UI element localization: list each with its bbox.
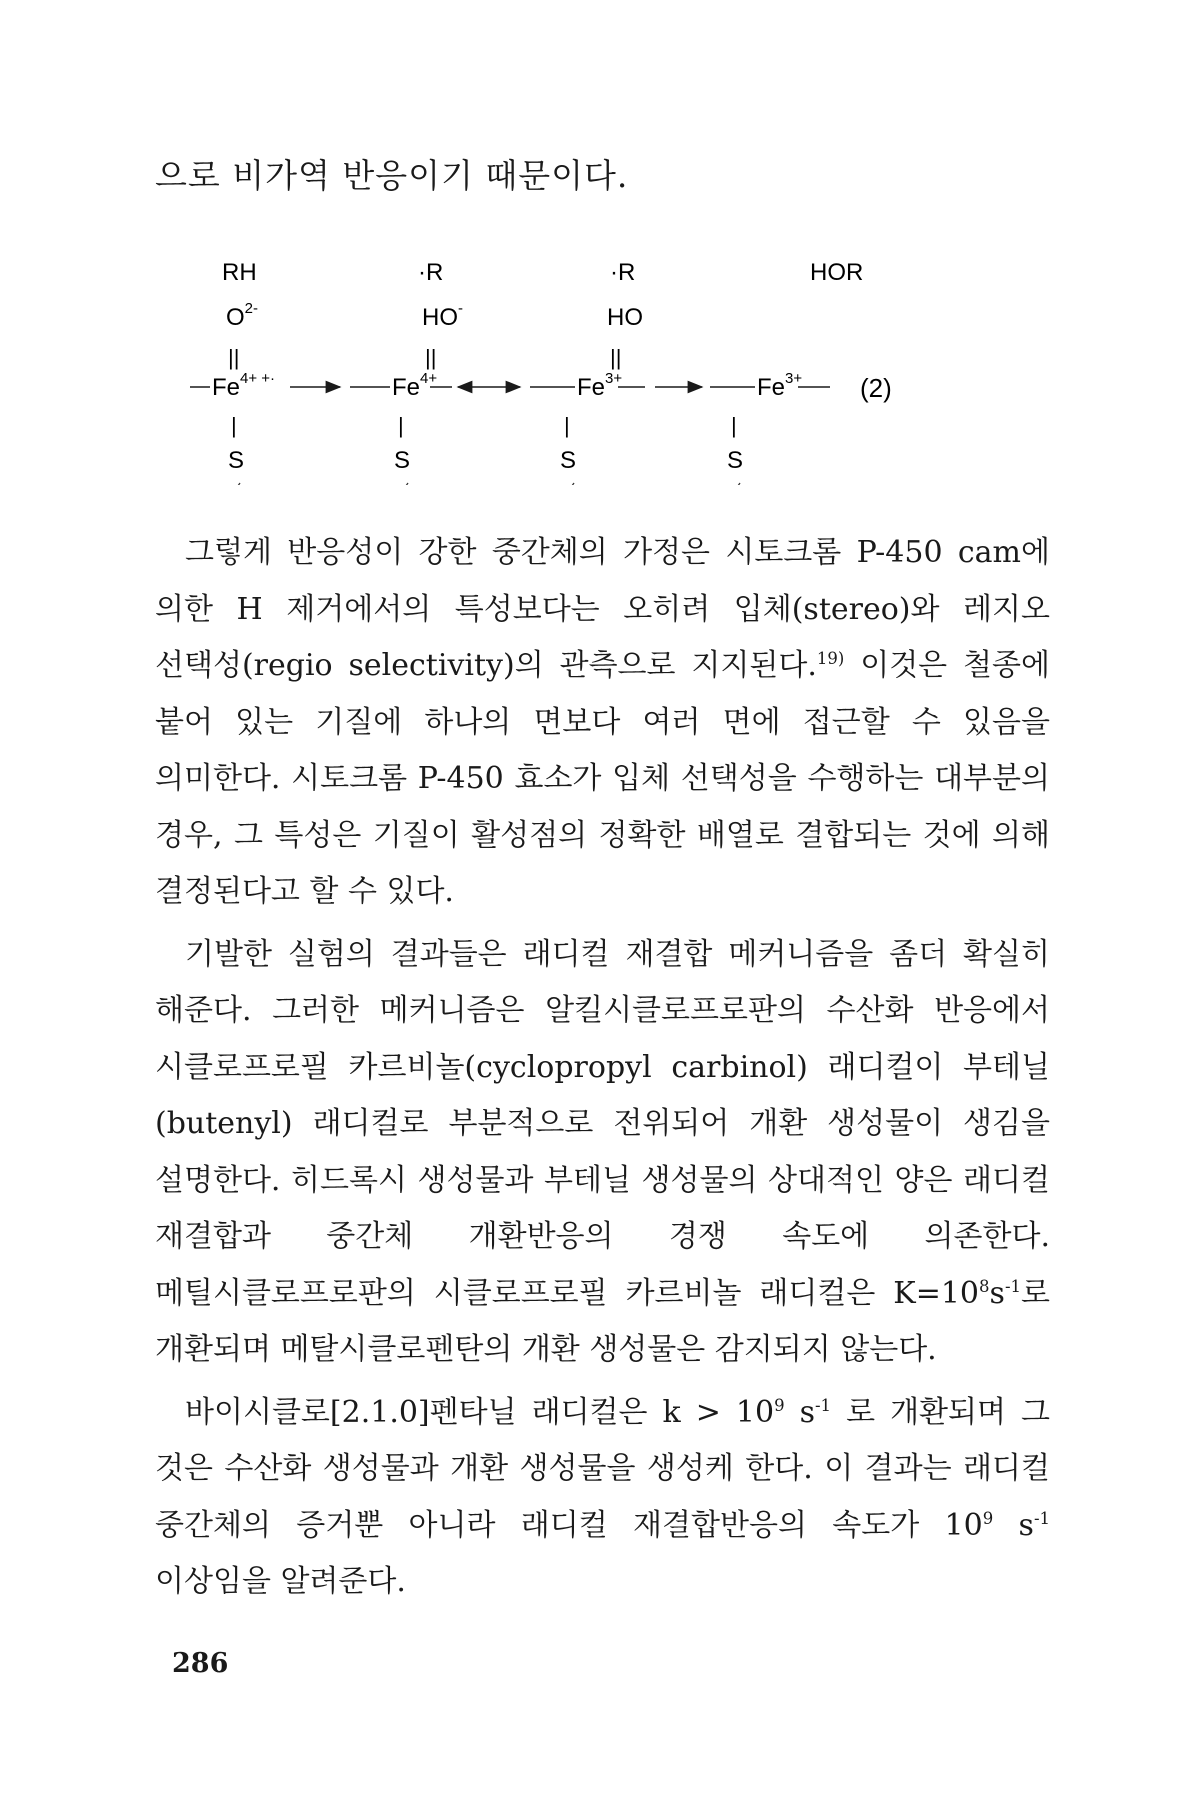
p3-text-a: 바이시클로[2.1.0]펜타닐 래디컬은 k > 10 (185, 1394, 775, 1430)
o: O (226, 304, 245, 331)
slash-2 (396, 483, 408, 485)
label-ho1 (422, 300, 463, 331)
r1: ·R (418, 259, 444, 286)
p2-text-b: 로 개환되며 메탈시클로펜탄의 개환 생성물은 감지되지 않는다. (155, 1275, 1050, 1367)
o-charge: 2- (244, 300, 259, 317)
single-bond-4: | (731, 413, 737, 438)
fe-4: $Fe^{3+}$ (757, 370, 803, 401)
r2: ·R (610, 259, 636, 286)
reaction-scheme (190, 255, 1090, 485)
p3-exp-neg1a: -1 (814, 1395, 832, 1415)
fe-2: $Fe^{4+}$ (392, 370, 438, 401)
double-bond-1: || (228, 345, 240, 370)
p2-s: s (989, 1275, 1005, 1311)
label-ho2 (607, 304, 643, 331)
s-2: S (394, 447, 411, 474)
s-4: S (727, 447, 744, 474)
p3-exp-neg1b: -1 (1033, 1508, 1051, 1528)
body-text (155, 525, 1050, 1617)
p3-exp-9a: 9 (774, 1395, 785, 1415)
single-bond-2: | (398, 413, 404, 438)
p2-exp-neg1: -1 (1004, 1276, 1022, 1296)
fe-3: $Fe^{3+}$ (577, 370, 623, 401)
label-o (226, 300, 258, 331)
hor: HOR (810, 259, 864, 286)
equation-number: (2) (860, 373, 892, 403)
slash-3 (562, 483, 574, 485)
single-bond-1: | (231, 413, 237, 438)
paragraph-1 (155, 525, 1050, 921)
p2-text-a: 기발한 실험의 결과들은 래디컬 재결합 메커니즘을 좀더 확실히 해준다. 그러한 메커니즘은 알킬시클로프로판의 수산화 반응에서 시클로프로필 카르비놀(cyclopropyl carbinol) 래디컬이 부테닐(butenyl) 래디컬로 부분적으로 전위되어 개환 생성물이 생김을 설명한다. 히드록시 생성물과 부테닐 생성물의 상대적인 양은 래디컬 재결합과 중간체 개환반응의 경쟁 속도에 의존한다. 메틸시클로프로판의 시클로프로필 카르비놀 래디컬은 K=10 (155, 936, 1050, 1311)
page-number: 286 (172, 1648, 229, 1679)
fe-1: $Fe^{4+ +\cdot}$ (212, 370, 276, 401)
slash-1 (228, 483, 240, 485)
label-r2 (610, 259, 635, 286)
reaction-scheme-drawing (190, 255, 1090, 485)
double-bond-2: || (425, 345, 437, 370)
p3-exp-9b: 9 (982, 1508, 994, 1528)
s-1: S (228, 447, 245, 474)
slash-4 (728, 483, 740, 485)
reference-19: 19) (816, 649, 845, 668)
label-hor (810, 259, 863, 286)
paragraph-2 (155, 927, 1050, 1379)
label-r1 (418, 259, 443, 286)
single-bond-3: | (564, 413, 570, 438)
ho2: HO (607, 304, 643, 331)
p1-text-b: 이것은 철종에 붙어 있는 기질에 하나의 면보다 여러 면에 접근할 수 있음을 의미한다. 시토크롬 P-450 효소가 입체 선택성을 수행하는 대부분의 경우, 그 특성은 기질이 활성점의 정확한 배열로 결합되는 것에 의해 결정된다고 할 수 있다. (155, 648, 1051, 909)
paragraph-3 (155, 1385, 1050, 1611)
ho-charge: - (458, 300, 463, 317)
double-bond-3: || (610, 345, 622, 370)
p3-s2: s (993, 1507, 1034, 1543)
rh: RH (222, 259, 257, 286)
ho1: HO (422, 304, 458, 331)
p3-s1: s (784, 1394, 815, 1430)
p3-text-b: 로 개환되며 그 것은 수산화 생성물과 개환 생성물을 생성케 한다. 이 결과는 래디컬 중간체의 증거뿐 아니라 래디컬 재결합반응의 속도가 10 (155, 1394, 1050, 1543)
p2-exp-8: 8 (979, 1276, 990, 1296)
continuation-line: 으로 비가역 반응이기 때문이다. (155, 156, 629, 195)
p3-text-c: 이상임을 알려준다. (155, 1564, 406, 1599)
label-rh (222, 259, 257, 286)
s-3: S (560, 447, 577, 474)
p1-text-a: 그렇게 반응성이 강한 중간체의 가정은 시토크롬 P-450 cam에 의한 H 제거에서의 특성보다는 오히려 입체(stereo)와 레지오 선택성(regio selectivity)의 관측으로 지지된다. (155, 535, 1050, 683)
